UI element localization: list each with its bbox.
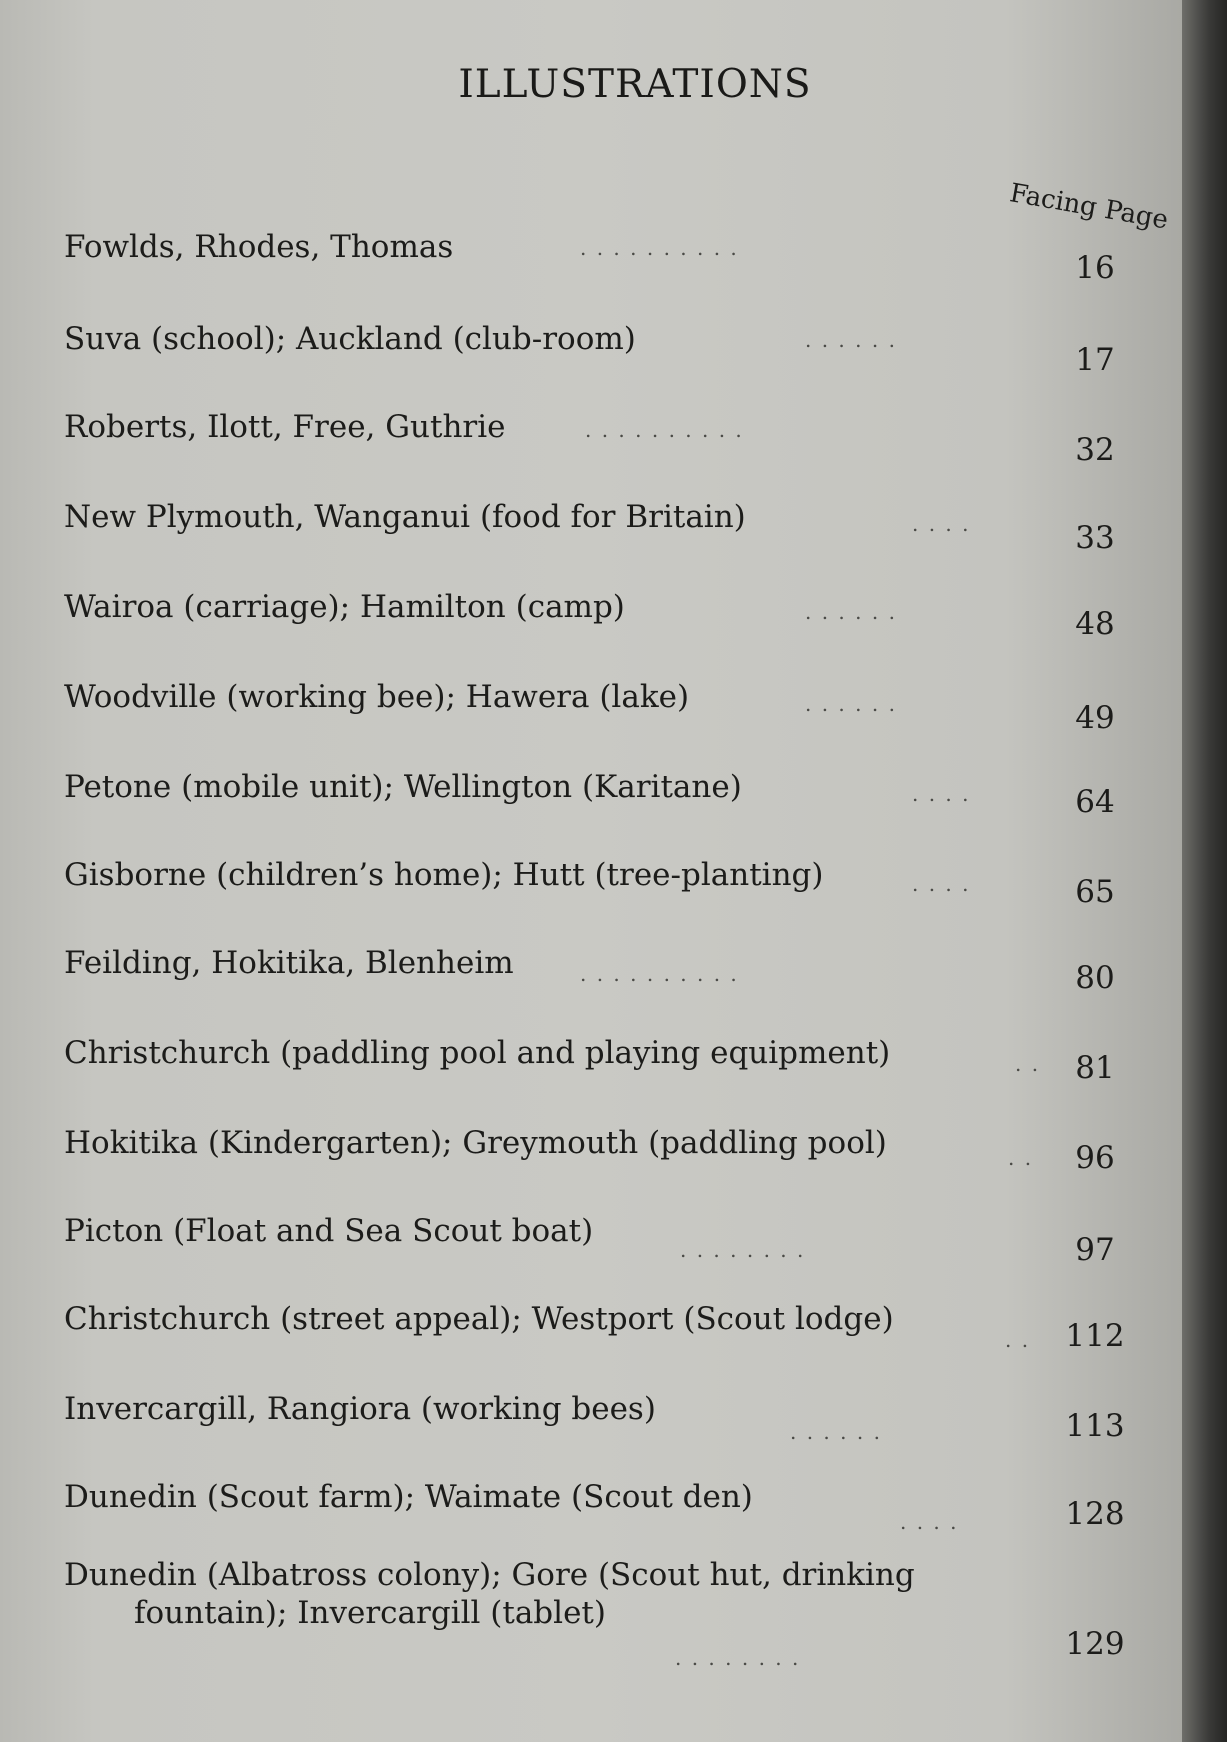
entry-label: [64, 1556, 915, 1632]
leader-dots: . . . . . .: [805, 328, 897, 352]
entry-label: Christchurch (street appeal); Westport (Scout lodge): [64, 1301, 894, 1337]
page-number: 64: [1075, 784, 1115, 820]
entry-label: Petone (mobile unit); Wellington (Karitane): [64, 769, 742, 805]
page-number: 129: [1065, 1626, 1125, 1662]
leader-dots: . .: [1005, 1328, 1031, 1352]
entry-label: Gisborne (children’s home); Hutt (tree-planting): [64, 857, 824, 893]
page-number: 65: [1075, 874, 1115, 910]
entry-label: Wairoa (carriage); Hamilton (camp): [64, 589, 625, 625]
entry-label: Invercargill, Rangiora (working bees): [64, 1391, 656, 1427]
page-edge-shadow: [1182, 0, 1227, 1742]
entry-label: Christchurch (paddling pool and playing equipment): [64, 1035, 891, 1071]
entry-label: Suva (school); Auckland (club-room): [64, 321, 636, 357]
entry-label: Hokitika (Kindergarten); Greymouth (paddling pool): [64, 1125, 887, 1161]
leader-dots: . .: [1015, 1052, 1041, 1076]
page-number: 128: [1065, 1496, 1125, 1532]
entry-label: New Plymouth, Wanganui (food for Britain): [64, 499, 746, 535]
page-number: 48: [1075, 606, 1115, 642]
leader-dots: . . . .: [912, 512, 971, 536]
page-number: 112: [1065, 1318, 1125, 1354]
entry-label: Roberts, Ilott, Free, Guthrie: [64, 409, 506, 445]
leader-dots: . . . .: [900, 1510, 959, 1534]
page-number: 32: [1075, 432, 1115, 468]
leader-dots: . . . . . .: [805, 692, 897, 716]
entry-label: Woodville (working bee); Hawera (lake): [64, 679, 690, 715]
leader-dots: . . . . . . . .: [675, 1646, 801, 1670]
leader-dots: . . . . . .: [790, 1420, 882, 1444]
entry-label: Feilding, Hokitika, Blenheim: [64, 945, 514, 981]
page-title: ILLUSTRATIONS: [458, 62, 812, 107]
page-number: 81: [1075, 1050, 1115, 1086]
page-number: 97: [1075, 1232, 1115, 1268]
page-number: 17: [1075, 342, 1115, 378]
entry-label-line1: Dunedin (Albatross colony); Gore (Scout hut, drinking: [64, 1557, 915, 1593]
page-number: 49: [1075, 700, 1115, 736]
entry-label-line2: fountain); Invercargill (tablet): [134, 1595, 606, 1631]
leader-dots: . . . . . . . . . .: [580, 236, 739, 260]
entry-label: Picton (Float and Sea Scout boat): [64, 1213, 594, 1249]
page-number: 16: [1075, 250, 1115, 286]
leader-dots: . . . .: [912, 782, 971, 806]
column-header-facing-page: Facing Page: [1007, 178, 1171, 236]
leader-dots: . . . . . .: [805, 600, 897, 624]
page-number: 113: [1065, 1408, 1125, 1444]
leader-dots: . . . . . . . . . .: [585, 418, 744, 442]
leader-dots: . . . . . . . . . .: [580, 962, 739, 986]
page-number: 33: [1075, 520, 1115, 556]
leader-dots: . . . .: [912, 872, 971, 896]
page-number: 80: [1075, 960, 1115, 996]
entry-label: Fowlds, Rhodes, Thomas: [64, 229, 454, 265]
leader-dots: . . . . . . . .: [680, 1238, 806, 1262]
entry-label: Dunedin (Scout farm); Waimate (Scout den): [64, 1479, 753, 1515]
leader-dots: . .: [1008, 1146, 1034, 1170]
page-number: 96: [1075, 1140, 1115, 1176]
